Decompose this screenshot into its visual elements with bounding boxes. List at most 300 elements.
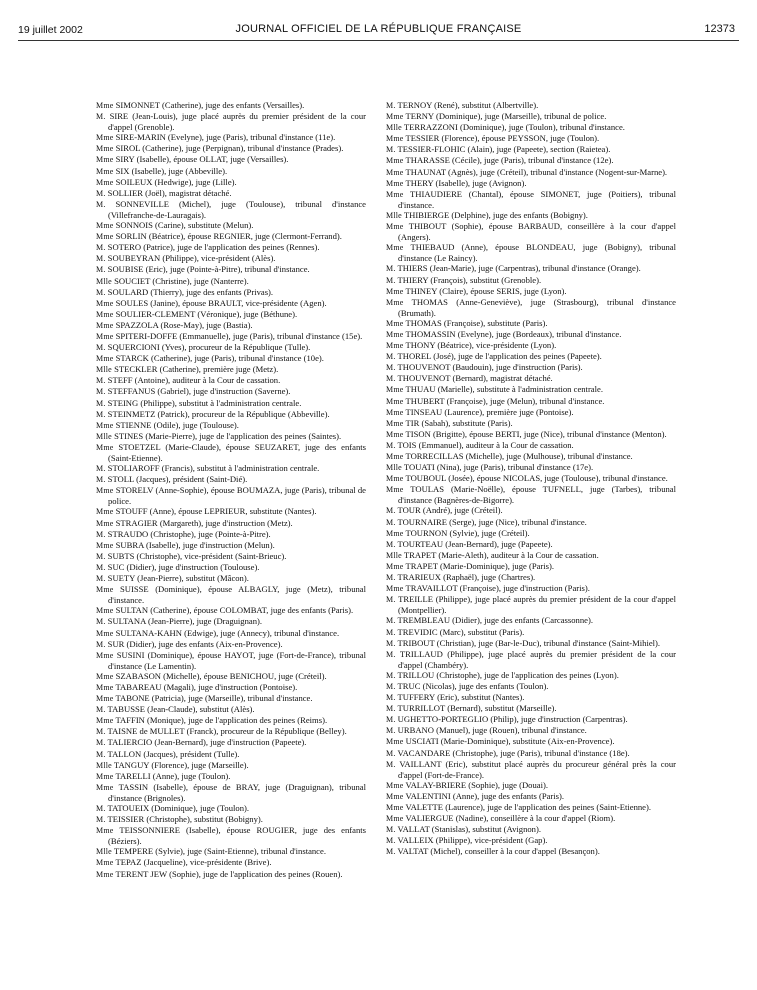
title-abbrev: Mlle <box>96 847 112 857</box>
entry-text: TARELLI (Anne), juge (Toulon). <box>113 770 231 781</box>
list-item <box>386 340 676 351</box>
title-abbrev: M. <box>386 506 396 516</box>
title-abbrev: Mme <box>386 485 404 495</box>
entry-text: TRILLOU (Christophe), juge de l'application des peines (Lyon). <box>395 669 619 680</box>
title-abbrev: Mme <box>96 671 114 681</box>
entry-text: THOUVENOT (Bernard), magistrat détaché. <box>395 373 553 384</box>
entry-text: SPAZZOLA (Rose-May), juge (Bastia). <box>113 319 253 330</box>
list-item <box>386 429 676 440</box>
entry-text: THARASSE (Cécile), juge (Paris), tribunal d'instance (12e). <box>403 155 614 166</box>
entry-text: TATOUEIX (Dominique), juge (Toulon). <box>105 803 250 813</box>
list-item <box>96 342 366 353</box>
entry-text: THOREL (José), juge de l'application des peines (Papeete). <box>395 351 602 362</box>
list-item <box>386 111 676 122</box>
list-item <box>96 825 366 846</box>
list-item <box>96 320 366 331</box>
entry-text: THERY (Isabelle), juge (Avignon). <box>403 177 527 188</box>
title-abbrev: M. <box>96 112 106 122</box>
title-abbrev: M. <box>96 464 106 474</box>
title-abbrev: Mme <box>96 177 114 187</box>
entry-text: SONNOIS (Carine), substitute (Melun). <box>113 220 254 231</box>
entry-text: VALIERGUE (Nadine), conseillère à la cour d'appel (Riom). <box>403 813 616 824</box>
title-abbrev: M. <box>96 265 106 275</box>
title-abbrev: Mlle <box>96 760 112 770</box>
entry-text: TOURNAIRE (Serge), juge (Nice), tribunal d'instance. <box>395 516 587 527</box>
list-item <box>96 398 366 409</box>
list-item <box>386 297 676 318</box>
title-abbrev: M. <box>386 681 396 691</box>
list-item <box>96 616 366 627</box>
title-abbrev: M. <box>386 145 396 155</box>
list-item <box>96 177 366 188</box>
entry-text: STRAUDO (Christophe), juge (Pointe-à-Pitre). <box>105 528 271 539</box>
entry-text: TINSEAU (Laurence), première juge (Pontoise). <box>403 406 574 417</box>
title-abbrev: Mme <box>386 318 404 328</box>
list-item <box>386 263 676 274</box>
entry-text: TEPAZ (Jacqueline), vice-présidente (Brive). <box>113 857 272 868</box>
title-abbrev: Mme <box>96 782 114 792</box>
list-item <box>96 639 366 650</box>
entry-text: SUETY (Jean-Pierre), substitut (Mâcon). <box>105 573 249 584</box>
list-item <box>96 188 366 199</box>
entry-text: TRILLAUD (Philippe), juge placé auprès du premier président de la cour d'appel (Chambéry). <box>395 648 676 670</box>
list-item <box>96 771 366 782</box>
entry-text: TOUR (André), juge (Créteil). <box>395 505 503 516</box>
title-abbrev: Mme <box>96 420 114 430</box>
list-item <box>386 572 676 583</box>
title-abbrev: M. <box>96 387 106 397</box>
title-abbrev: M. <box>386 638 396 648</box>
entry-text: TABONE (Patricia), juge (Marseille), tribunal d'instance. <box>113 693 313 704</box>
title-abbrev: Mme <box>96 628 114 638</box>
entry-text: TERNOY (René), substitut (Albertville). <box>395 100 539 110</box>
title-abbrev: Mme <box>96 155 114 165</box>
list-item <box>386 670 676 681</box>
title-abbrev: Mme <box>96 442 114 452</box>
list-item <box>386 594 676 615</box>
left-column <box>96 100 366 880</box>
entry-text: TORRECILLAS (Michelle), juge (Mulhouse), tribunal d'instance. <box>403 451 633 461</box>
list-item <box>386 703 676 714</box>
page-header <box>18 20 739 40</box>
list-item <box>386 210 676 221</box>
list-item <box>386 275 676 286</box>
title-abbrev: M. <box>96 376 106 386</box>
entry-text: TREMBLEAU (Didier), juge des enfants (Carcassonne). <box>395 615 593 626</box>
title-abbrev: M. <box>96 398 106 408</box>
entry-text: UGHETTO-PORTEGLIO (Philip), juge d'instruction (Carpentras). <box>395 714 628 725</box>
list-item <box>96 814 366 825</box>
title-abbrev: Mme <box>386 429 404 439</box>
list-item <box>96 693 366 704</box>
list-item <box>386 178 676 189</box>
title-abbrev: M. <box>386 101 396 110</box>
list-item <box>386 133 676 144</box>
entry-text: TOUBOUL (Josée), épouse NICOLAS, juge (Toulouse), tribunal d'instance. <box>403 473 668 484</box>
list-item <box>386 759 676 780</box>
title-abbrev: M. <box>96 287 106 297</box>
entry-text: TESSIER (Florence), épouse PEYSSON, juge (Toulon). <box>403 133 600 144</box>
list-item <box>386 638 676 649</box>
list-item <box>96 760 366 771</box>
title-abbrev: Mme <box>96 540 114 550</box>
title-abbrev: M. <box>386 573 396 583</box>
title-abbrev: Mme <box>386 329 404 339</box>
entry-text: STIENNE (Odile), juge (Toulouse). <box>113 419 239 430</box>
title-abbrev: Mme <box>386 791 404 801</box>
title-abbrev: M. <box>386 363 396 373</box>
list-item <box>386 627 676 638</box>
entry-text: SUC (Didier), juge d'instruction (Toulouse). <box>105 561 260 572</box>
title-abbrev: M. <box>386 627 396 637</box>
title-abbrev: Mlle <box>386 123 402 133</box>
entry-text: STECKLER (Catherine), première juge (Metz). <box>111 364 279 375</box>
title-abbrev: Mme <box>386 418 404 428</box>
page-number: 12373 <box>704 23 735 35</box>
list-item <box>386 539 676 550</box>
list-item <box>96 485 366 506</box>
list-item <box>386 505 676 516</box>
entry-text: THUBERT (Françoise), juge (Melun), tribunal d'instance. <box>403 395 605 406</box>
title-abbrev: M. <box>386 726 396 736</box>
list-item <box>386 122 676 133</box>
entry-text: TUFFERY (Eric), substitut (Nantes). <box>395 692 525 703</box>
list-item <box>96 518 366 529</box>
entry-text: VALAY-BRIERE (Sophie), juge (Douai). <box>403 779 548 790</box>
list-item <box>386 286 676 297</box>
title-abbrev: Mme <box>96 518 114 528</box>
title-abbrev: Mme <box>96 166 114 176</box>
list-item <box>386 550 676 561</box>
entry-text: SIMONNET (Catherine), juge des enfants (Versailles). <box>113 100 305 110</box>
title-abbrev: Mme <box>386 780 404 790</box>
entry-text: VALETTE (Laurence), juge de l'application des peines (Saint-Etienne). <box>403 802 651 812</box>
header-rule <box>18 40 739 41</box>
entry-text: URBANO (Manuel), juge (Rouen), tribunal d'instance. <box>395 725 587 736</box>
title-abbrev: Mme <box>96 320 114 330</box>
entry-text: SQUERCIONI (Yves), procureur de la République (Tulle). <box>105 342 311 353</box>
list-item <box>96 166 366 177</box>
title-abbrev: M. <box>96 343 106 353</box>
entry-text: THOMASSIN (Evelyne), juge (Bordeaux), tribunal d'instance. <box>403 328 622 339</box>
entry-text: SUBTS (Christophe), vice-président (Saint-Brieuc). <box>105 550 287 561</box>
list-item <box>386 649 676 670</box>
list-item <box>386 583 676 594</box>
entry-text: TRARIEUX (Raphaël), juge (Chartres). <box>395 572 536 583</box>
entry-text: SULTANA-KAHN (Edwige), juge (Annecy), tribunal d'instance. <box>113 627 340 638</box>
list-item <box>386 692 676 703</box>
title-abbrev: M. <box>386 595 396 605</box>
entry-text: STOUFF (Anne), épouse LEPRIEUR, substitute (Nantes). <box>113 506 317 517</box>
title-abbrev: Mme <box>96 101 114 110</box>
title-abbrev: M. <box>386 836 396 846</box>
list-item <box>96 463 366 474</box>
entry-text: THUAU (Marielle), substitute à l'administration centrale. <box>403 384 603 395</box>
list-item <box>96 276 366 287</box>
title-abbrev: Mme <box>96 221 114 231</box>
right-column <box>386 100 676 857</box>
title-abbrev: Mme <box>96 309 114 319</box>
title-abbrev: Mme <box>386 407 404 417</box>
entry-text: TERENT JEW (Sophie), juge de l'application des peines (Rouen). <box>113 868 343 879</box>
title-abbrev: Mme <box>96 694 114 704</box>
title-abbrev: M. <box>96 815 106 825</box>
list-item <box>386 384 676 395</box>
entry-text: VAILLANT (Eric), substitut placé auprès du procureur général près la cour d'appel (Fort-de-France). <box>395 758 676 780</box>
entry-text: TRAVAILLOT (Françoise), juge d'instruction (Paris). <box>403 583 590 594</box>
title-abbrev: M. <box>96 243 106 253</box>
list-item <box>96 671 366 682</box>
list-item <box>386 846 676 857</box>
list-item <box>96 704 366 715</box>
entry-text: USCIATI (Marie-Dominique), substitute (Aix-en-Provence). <box>403 736 615 747</box>
title-abbrev: Mme <box>96 858 114 868</box>
title-abbrev: Mme <box>386 385 404 395</box>
list-item <box>386 824 676 835</box>
entry-text: SULTANA (Jean-Pierre), juge (Draguignan). <box>105 616 263 627</box>
entry-text: TOIS (Emmanuel), auditeur à la Cour de cassation. <box>395 439 574 450</box>
title-abbrev: M. <box>96 188 106 198</box>
list-item <box>386 462 676 473</box>
list-item <box>96 231 366 242</box>
entry-text: VALTAT (Michel), conseiller à la cour d'appel (Besançon). <box>395 846 600 857</box>
list-item <box>386 748 676 759</box>
list-item <box>386 802 676 813</box>
title-abbrev: Mme <box>96 232 114 242</box>
entry-text: THIBIERGE (Delphine), juge des enfants (Bobigny). <box>401 209 588 220</box>
entry-text: STORELV (Anne-Sophie), épouse BOUMAZA, juge (Paris), tribunal de police. <box>108 485 366 507</box>
title-abbrev: M. <box>386 517 396 527</box>
title-abbrev: Mme <box>386 112 404 122</box>
entry-text: STOLIAROFF (Francis), substitut à l'administration centrale. <box>105 463 320 474</box>
list-item <box>96 474 366 485</box>
entry-text: TABUSSE (Jean-Claude), substitut (Alès). <box>105 704 255 715</box>
entry-text: SOILEUX (Hedwige), juge (Lille). <box>113 176 237 187</box>
list-item <box>96 857 366 868</box>
entry-text: SOTERO (Patrice), juge de l'application des peines (Rennes). <box>105 242 320 253</box>
entry-text: VALENTINI (Anne), juge des enfants (Paris). <box>403 790 565 801</box>
title-abbrev: M. <box>96 749 106 759</box>
title-abbrev: Mme <box>386 803 404 812</box>
list-item <box>96 573 366 584</box>
entry-text: SUBRA (Isabelle), juge d'instruction (Melun). <box>113 539 275 550</box>
list-item <box>386 561 676 572</box>
list-item <box>96 749 366 760</box>
list-item <box>386 318 676 329</box>
list-item <box>96 111 366 132</box>
entry-text: TIR (Sabah), substitute (Paris). <box>403 417 513 428</box>
entry-text: SIRE (Jean-Louis), juge placé auprès du premier président de la cour d'appel (Grenoble). <box>105 111 366 133</box>
issue-date: 19 juillet 2002 <box>18 24 83 36</box>
entry-text: STOLL (Jacques), président (Saint-Dié). <box>105 474 248 485</box>
entry-text: SIRE-MARIN (Evelyne), juge (Paris), tribunal d'instance (11e). <box>113 132 336 143</box>
list-item <box>386 528 676 539</box>
list-item <box>96 242 366 253</box>
title-abbrev: M. <box>386 704 396 714</box>
list-item <box>96 540 366 551</box>
title-abbrev: Mme <box>96 650 114 660</box>
list-item <box>386 835 676 846</box>
entry-text: TABAREAU (Magali), juge d'instruction (Pontoise). <box>113 681 298 692</box>
list-item <box>96 409 366 420</box>
title-abbrev: M. <box>386 748 396 758</box>
list-item <box>386 100 676 111</box>
list-item <box>96 199 366 220</box>
list-item <box>386 329 676 340</box>
list-item <box>386 440 676 451</box>
list-item <box>386 473 676 484</box>
title-abbrev: Mlle <box>386 550 402 560</box>
entry-text: VALLAT (Stanislas), substitut (Avignon). <box>395 824 541 835</box>
title-abbrev: Mme <box>386 297 404 307</box>
title-abbrev: M. <box>96 705 106 715</box>
list-item <box>96 682 366 693</box>
list-item <box>386 221 676 242</box>
title-abbrev: M. <box>96 738 106 748</box>
list-item <box>386 144 676 155</box>
title-abbrev: M. <box>386 759 396 769</box>
list-item <box>386 167 676 178</box>
title-abbrev: Mlle <box>386 210 402 220</box>
list-item <box>96 628 366 639</box>
title-abbrev: Mme <box>386 474 404 484</box>
entry-text: TREILLE (Philippe), juge placé auprès du premier président de la cour d'appel (Montpellier). <box>395 594 676 616</box>
list-item <box>96 846 366 857</box>
title-abbrev: Mme <box>96 486 114 496</box>
title-abbrev: Mme <box>96 682 114 692</box>
title-abbrev: M. <box>96 551 106 561</box>
list-item <box>96 375 366 386</box>
list-item <box>386 451 676 462</box>
title-abbrev: Mlle <box>96 276 112 286</box>
title-abbrev: Mme <box>96 826 114 836</box>
list-item <box>96 529 366 540</box>
list-item <box>96 803 366 814</box>
list-item <box>96 506 366 517</box>
title-abbrev: Mme <box>386 134 404 144</box>
list-item <box>386 736 676 747</box>
list-item <box>96 287 366 298</box>
title-abbrev: M. <box>386 374 396 384</box>
list-item <box>386 373 676 384</box>
title-abbrev: Mme <box>386 396 404 406</box>
title-abbrev: M. <box>386 825 396 835</box>
entry-text: TRAPET (Marie-Aleth), auditeur à la Cour de cassation. <box>401 549 599 560</box>
title-abbrev: M. <box>386 275 396 285</box>
title-abbrev: Mlle <box>96 431 112 441</box>
entry-text: SORLIN (Béatrice), épouse REGNIER, juge (Clermont-Ferrand). <box>113 231 342 242</box>
entry-text: VACANDARE (Christophe), juge (Paris), tribunal d'instance (18e). <box>395 747 630 758</box>
entry-text: TESSIER-FLOHIC (Alain), juge (Papeete), section (Raietea). <box>395 144 611 155</box>
title-abbrev: Mme <box>96 133 114 143</box>
entry-text: STEFFANUS (Gabriel), juge d'instruction (Saverne). <box>105 386 291 397</box>
title-abbrev: Mme <box>386 737 404 747</box>
list-item <box>386 725 676 736</box>
title-abbrev: M. <box>386 539 396 549</box>
entry-text: STRAGIER (Margareth), juge d'instruction (Metz). <box>113 517 293 528</box>
title-abbrev: M. <box>386 670 396 680</box>
title-abbrev: Mme <box>96 606 114 616</box>
title-abbrev: M. <box>96 409 106 419</box>
list-item <box>96 253 366 264</box>
title-abbrev: Mme <box>386 341 404 351</box>
title-abbrev: Mme <box>96 354 114 364</box>
title-abbrev: M. <box>386 352 396 362</box>
title-abbrev: Mme <box>386 584 404 594</box>
list-item <box>96 420 366 431</box>
list-item <box>386 791 676 802</box>
title-abbrev: Mme <box>386 222 404 232</box>
list-item <box>96 331 366 342</box>
entry-text: SOULIER-CLEMENT (Véronique), juge (Béthune). <box>113 308 298 319</box>
entry-text: TOULAS (Marie-Noëlle), épouse TUFNELL, juge (Tarbes), tribunal d'instance (Bagnères-de-Bigorre). <box>398 484 676 506</box>
title-abbrev: M. <box>96 617 106 627</box>
list-item <box>96 737 366 748</box>
title-abbrev: Mme <box>386 286 404 296</box>
entry-text: SONNEVILLE (Michel), juge (Toulouse), tribunal d'instance (Villefranche-de-Lauragais). <box>105 198 366 220</box>
title-abbrev: Mme <box>386 243 404 253</box>
title-abbrev: Mme <box>386 178 404 188</box>
list-item <box>386 407 676 418</box>
entry-text: TEISSIER (Christophe), substitut (Bobigny). <box>105 814 263 825</box>
list-item <box>96 132 366 143</box>
entry-text: TALIERCIO (Jean-Bernard), juge d'instruction (Papeete). <box>105 737 307 748</box>
entry-text: SIRY (Isabelle), épouse OLLAT, juge (Versailles). <box>113 154 289 165</box>
entry-text: THOMAS (Françoise), substitute (Paris). <box>403 317 548 328</box>
entry-text: TANGUY (Florence), juge (Marseille). <box>111 759 249 770</box>
entry-text: SOULARD (Thierry), juge des enfants (Privas). <box>105 286 274 297</box>
title-abbrev: M. <box>386 649 396 659</box>
entry-text: SOULES (Janine), épouse BRAULT, vice-présidente (Agen). <box>113 297 327 308</box>
list-item <box>96 364 366 375</box>
entry-text: SOUBEYRAN (Philippe), vice-président (Alès). <box>105 253 276 264</box>
entry-text: SZABASON (Michelle), épouse BENICHOU, juge (Créteil). <box>113 670 327 681</box>
entry-text: THOUVENOT (Baudouin), juge d'instruction (Paris). <box>395 362 583 373</box>
entry-text: SOUCIET (Christine), juge (Nanterre). <box>111 275 249 286</box>
title-abbrev: M. <box>96 254 106 264</box>
title-abbrev: M. <box>386 264 396 274</box>
title-abbrev: Mme <box>96 716 114 726</box>
entry-text: THINEY (Claire), épouse SERIS, juge (Lyon). <box>403 285 567 296</box>
entry-text: SULTAN (Catherine), épouse COLOMBAT, juge des enfants (Paris). <box>113 605 354 616</box>
list-item <box>386 813 676 824</box>
entry-text: TISON (Brigitte), épouse BERTI, juge (Nice), tribunal d'instance (Menton). <box>403 428 667 439</box>
title-abbrev: Mme <box>386 561 404 571</box>
list-item <box>96 143 366 154</box>
list-item <box>96 431 366 442</box>
title-abbrev: Mme <box>386 528 404 538</box>
list-item <box>386 189 676 210</box>
list-item <box>96 442 366 463</box>
entry-text: SUR (Didier), juge des enfants (Aix-en-Provence). <box>105 638 283 649</box>
list-item <box>386 681 676 692</box>
title-abbrev: M. <box>386 693 396 703</box>
entry-text: STOETZEL (Marie-Claude), épouse SEUZARET, juge des enfants (Saint-Etienne). <box>108 441 366 463</box>
list-item <box>96 353 366 364</box>
entry-text: SUSINI (Dominique), épouse HAYOT, juge (Fort-de-France), tribunal d'instance (Le Lamentin). <box>108 649 366 671</box>
list-item <box>96 869 366 880</box>
title-abbrev: M. <box>386 440 396 450</box>
title-abbrev: Mme <box>386 814 404 824</box>
entry-text: THIERY (François), substitut (Grenoble). <box>395 274 542 285</box>
list-item <box>96 715 366 726</box>
title-abbrev: M. <box>386 715 396 725</box>
title-abbrev: M. <box>96 562 106 572</box>
list-item <box>386 351 676 362</box>
entry-text: STINES (Marie-Pierre), juge de l'application des peines (Saintes). <box>111 430 342 441</box>
entry-text: SOUBISE (Eric), juge (Pointe-à-Pitre), tribunal d'instance. <box>105 264 310 275</box>
title-abbrev: M. <box>96 529 106 539</box>
